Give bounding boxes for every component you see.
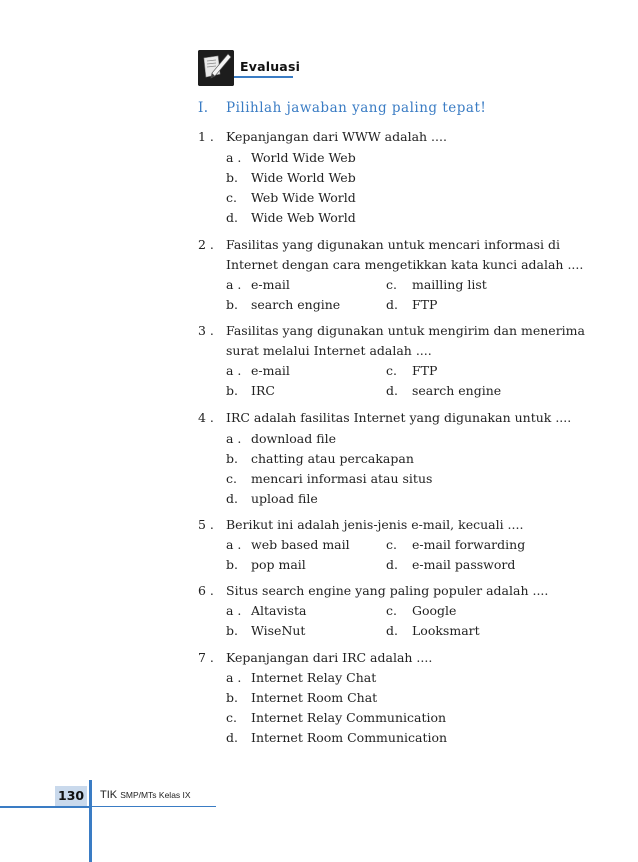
option-letter: a . <box>226 277 242 292</box>
question-text: Fasilitas yang digunakan untuk mengirim dan menerima <box>226 323 585 338</box>
option-text: Internet Room Chat <box>251 690 378 705</box>
option-text: Web Wide World <box>251 190 356 205</box>
option-text: e-mail <box>251 277 290 292</box>
question-text: Situs search engine yang paling populer adalah .... <box>226 583 549 598</box>
option-text: Looksmart <box>412 623 480 638</box>
option-letter: b. <box>226 170 238 185</box>
book-title <box>100 789 191 801</box>
question-number: 2 . <box>198 237 214 252</box>
question-number: 5 . <box>198 517 214 532</box>
option-text: Wide World Web <box>251 170 356 185</box>
option-text: FTP <box>412 297 438 312</box>
section-number: I. <box>198 100 209 116</box>
option-letter: d. <box>226 210 238 225</box>
option-letter: c. <box>226 190 237 205</box>
question-text: Internet dengan cara mengetikkan kata kunci adalah .... <box>226 257 584 272</box>
question-text: Berikut ini adalah jenis-jenis e-mail, kecuali .... <box>226 517 524 532</box>
option-letter: a . <box>226 363 242 378</box>
footer-rule-left <box>0 806 89 808</box>
question-text: surat melalui Internet adalah .... <box>226 343 432 358</box>
option-text: Internet Relay Chat <box>251 670 377 685</box>
option-letter: c. <box>226 471 237 486</box>
option-letter: a . <box>226 537 242 552</box>
option-letter: a . <box>226 431 242 446</box>
option-letter: b. <box>226 297 238 312</box>
question-number: 6 . <box>198 583 214 598</box>
question-text: Kepanjangan dari IRC adalah .... <box>226 650 433 665</box>
option-text: e-mail password <box>412 557 516 572</box>
option-letter: a . <box>226 150 242 165</box>
option-letter: d. <box>386 623 398 638</box>
option-text: e-mail forwarding <box>412 537 526 552</box>
title-underline <box>234 76 293 78</box>
option-text: IRC <box>251 383 275 398</box>
option-text: chatting atau percakapan <box>251 451 414 466</box>
option-letter: d. <box>386 383 398 398</box>
option-letter: a . <box>226 603 242 618</box>
option-text: upload file <box>251 491 318 506</box>
option-text: WiseNut <box>251 623 306 638</box>
option-text: FTP <box>412 363 438 378</box>
question-number: 7 . <box>198 650 214 665</box>
option-letter: c. <box>386 363 397 378</box>
question-text: IRC adalah fasilitas Internet yang digunakan untuk .... <box>226 410 572 425</box>
option-text: Internet Relay Communication <box>251 710 447 725</box>
pen-and-paper-icon <box>198 50 234 86</box>
page-number: 130 <box>58 788 85 803</box>
question-number: 3 . <box>198 323 214 338</box>
option-letter: c. <box>386 603 397 618</box>
option-letter: b. <box>226 623 238 638</box>
option-text: pop mail <box>251 557 306 572</box>
option-text: Wide Web World <box>251 210 356 225</box>
section-instruction: Pilihlah jawaban yang paling tepat! <box>226 100 487 116</box>
question-text: Kepanjangan dari WWW adalah .... <box>226 129 447 144</box>
option-letter: d. <box>386 297 398 312</box>
option-text: e-mail <box>251 363 290 378</box>
option-letter: c. <box>386 277 397 292</box>
option-text: search engine <box>412 383 502 398</box>
option-letter: d. <box>226 730 238 745</box>
option-letter: b. <box>226 557 238 572</box>
option-letter: b. <box>226 451 238 466</box>
option-text: Internet Room Communication <box>251 730 448 745</box>
option-letter: b. <box>226 690 238 705</box>
book-subject: TIK <box>100 789 118 801</box>
option-letter: c. <box>226 710 237 725</box>
book-subtitle: SMP/MTs Kelas IX <box>120 790 191 800</box>
option-text: Google <box>412 603 457 618</box>
option-text: search engine <box>251 297 341 312</box>
question-text: Fasilitas yang digunakan untuk mencari informasi di <box>226 237 560 252</box>
section-title: Evaluasi <box>240 59 301 74</box>
option-text: Altavista <box>251 603 307 618</box>
option-letter: b. <box>226 383 238 398</box>
option-text: web based mail <box>251 537 350 552</box>
option-text: mencari informasi atau situs <box>251 471 433 486</box>
option-text: World Wide Web <box>251 150 356 165</box>
footer-rule-right <box>92 806 216 807</box>
option-text: download file <box>251 431 336 446</box>
option-letter: d. <box>226 491 238 506</box>
footer-vertical-rule <box>89 780 92 862</box>
option-text: mailling list <box>412 277 487 292</box>
question-number: 1 . <box>198 129 214 144</box>
option-letter: d. <box>386 557 398 572</box>
question-number: 4 . <box>198 410 214 425</box>
option-letter: c. <box>386 537 397 552</box>
option-letter: a . <box>226 670 242 685</box>
